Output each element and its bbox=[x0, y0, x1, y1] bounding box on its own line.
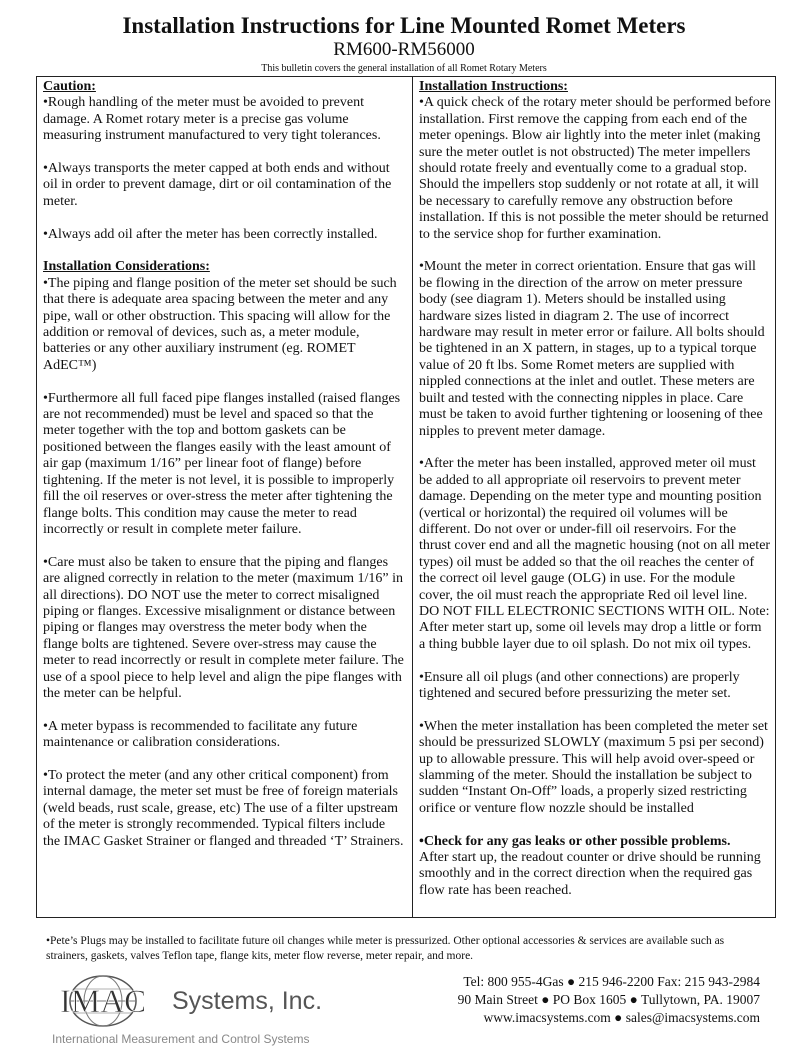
logo-tagline: International Measurement and Control Systems bbox=[52, 1032, 310, 1046]
instruction-item: •After the meter has been installed, approved meter oil must be added to all appropriate oil reservoirs to prevent meter damage. Depending on the meter type and mounting position (vertical or horizontal) the required oil volumes will be different. Do not over or under-fill oil reservoirs. For the thrust cover end and all the magnetic housing (not on all meter types) oil must be added so that the oil reaches the center of the correct oil level gauge (OLG) in use. For the module cover, the oil must reach the appropriate Red oil level line. DO NOT FILL ELECTRONIC SECTIONS WITH OIL. Note: After meter start up, some oil levels may drop a little or form a thing bubble layer due to oil splash. Do not mix oil types. bbox=[419, 456, 771, 652]
considerations-heading: Installation Considerations: bbox=[43, 259, 210, 275]
logo-mark: IMAC bbox=[59, 984, 147, 1020]
bulletin-note: This bulletin covers the general installation of all Romet Rotary Meters bbox=[261, 63, 547, 74]
instruction-item: •When the meter installation has been completed the meter set should be pressurized SLOWLY (maximum 5 psi per second) up to allowable pressure. This will help avoid over-speed or slamming of the meter. Should the installation be subject to sudden “Instant On-Off” loads, a properly sized restricting orifice or venture flow nozzle should be installed bbox=[419, 718, 768, 816]
right-column bbox=[419, 79, 771, 899]
logo-company: Systems, Inc. bbox=[172, 987, 323, 1015]
caution-item: •Always add oil after the meter has been correctly installed. bbox=[43, 226, 378, 242]
consideration-item: •To protect the meter (and any other critical component) from internal damage, the meter set must be free of foreign materials (weld beads, rust scale, grease, etc) The use of a filter upstream of the meter is strongly recommended. Typical filters include the IMAC Gasket Strainer or flanged and threaded ‘T’ Strainers. bbox=[43, 767, 404, 849]
consideration-item: •Care must also be taken to ensure that the piping and flanges are aligned correctly in relation to the meter (maximum 1/16” in all directions). DO NOT use the meter to correct misaligned piping or flanges. Excessive misalignment or distance between piping or flanges may overstress the meter body when the flange bolts are tightened. Severe over-stress may cause the meter to read incorrectly or result in complete meter failure. The use of a spool piece to help level and align the pipe flanges with the meter can be helpful. bbox=[43, 554, 404, 701]
caution-item: •Rough handling of the meter must be avoided to prevent damage. A Romet rotary meter is a precise gas volume measuring instrument manufactured to very tight tolerances. bbox=[43, 95, 381, 144]
instruction-item: •Mount the meter in correct orientation. Ensure that gas will be flowing in the direction of the arrow on meter pressure body (see diagram 1). Meters should be installed using hardware sizes listed in diagram 2. The use of incorrect hardware may result in meter error or failure. All bolts should be tightened in an X pattern, in stages, up to a typical torque value of 20 ft lbs. Some Romet meters are supplied with nippled connections at the inlet and outlet. These meters are built and tested with the connecting nipples in place. Care must be taken to avoid further tightening or loosening of thee nipples to prevent meter damage. bbox=[419, 259, 765, 439]
leak-check-text: After start up, the readout counter or drive should be running smoothly and in the correct direction when the required gas flow rate has been reached. bbox=[419, 850, 761, 898]
contact-address: 90 Main Street ● PO Box 1605 ● Tullytown, PA. 19007 bbox=[457, 992, 760, 1007]
column-divider bbox=[412, 77, 413, 917]
contact-web[interactable]: www.imacsystems.com ● sales@imacsystems.com bbox=[483, 1010, 760, 1025]
contact-info bbox=[380, 973, 760, 1027]
instructions-box bbox=[36, 76, 776, 918]
contact-phone: Tel: 800 955-4Gas ● 215 946-2200 Fax: 215 943-2984 bbox=[463, 974, 760, 989]
consideration-item: •A meter bypass is recommended to facilitate any future maintenance or calibration considerations. bbox=[43, 718, 358, 751]
left-column bbox=[43, 79, 405, 850]
page-title: Installation Instructions for Line Mounted Romet Meters bbox=[122, 13, 686, 38]
consideration-item: •Furthermore all full faced pipe flanges installed (raised flanges are not recommended) must be level and spaced so that the meter together with the top and bottom gaskets can be positioned between the flanges easily with the least amount of air gap (maximum 1/16” per linear foot of flange) before tightening. If the meter is not level, it is possible to improperly fill the oil reserves or over-stress the meter after tightening the flange bolts. This condition may cause the meter to read incorrectly or result in complete meter failure. bbox=[43, 390, 401, 537]
imac-logo bbox=[42, 975, 362, 1055]
model-range: RM600-RM56000 bbox=[333, 39, 475, 60]
caution-heading: Caution: bbox=[43, 79, 96, 94]
instructions-heading: Installation Instructions: bbox=[419, 79, 568, 94]
instruction-item: •A quick check of the rotary meter should be performed before installation. First remove the capping from each end of the meter openings. Blow air lightly into the meter inlet (making sure the meter outlet is not obstructed) The meter impellers should rotate freely and eventually come to a gradual stop. Should the impellers stop suddenly or not rotate at all, it will be necessary to carefully remove any obstruction before installation. If this is not possible the meter should be returned to the service shop for further examination. bbox=[419, 95, 771, 242]
consideration-item: •The piping and flange position of the meter set should be such that there is adequate area spacing between the meter and any pipe, wall or other obstruction. This spacing will allow for the addition or removal of devices, such as, a meter module, batteries or any other auxiliary instrument (eg. ROMET AdEC™) bbox=[43, 275, 397, 373]
leak-check-heading: •Check for any gas leaks or other possible problems. bbox=[419, 833, 731, 849]
instruction-item: •Ensure all oil plugs (and other connections) are properly tightened and secured before pressurizing the meter set. bbox=[419, 669, 740, 701]
caution-item: •Always transports the meter capped at both ends and without oil in order to prevent damage, dirt or oil contamination of the meter. bbox=[43, 161, 392, 209]
footnote: •Pete’s Plugs may be installed to facilitate future oil changes while meter is pressurized. Other optional accessories & services are available such as strainers, gaskets, valves Teflon tape, flange kits, meter flow reverse, meter repair, and more. bbox=[46, 935, 725, 962]
